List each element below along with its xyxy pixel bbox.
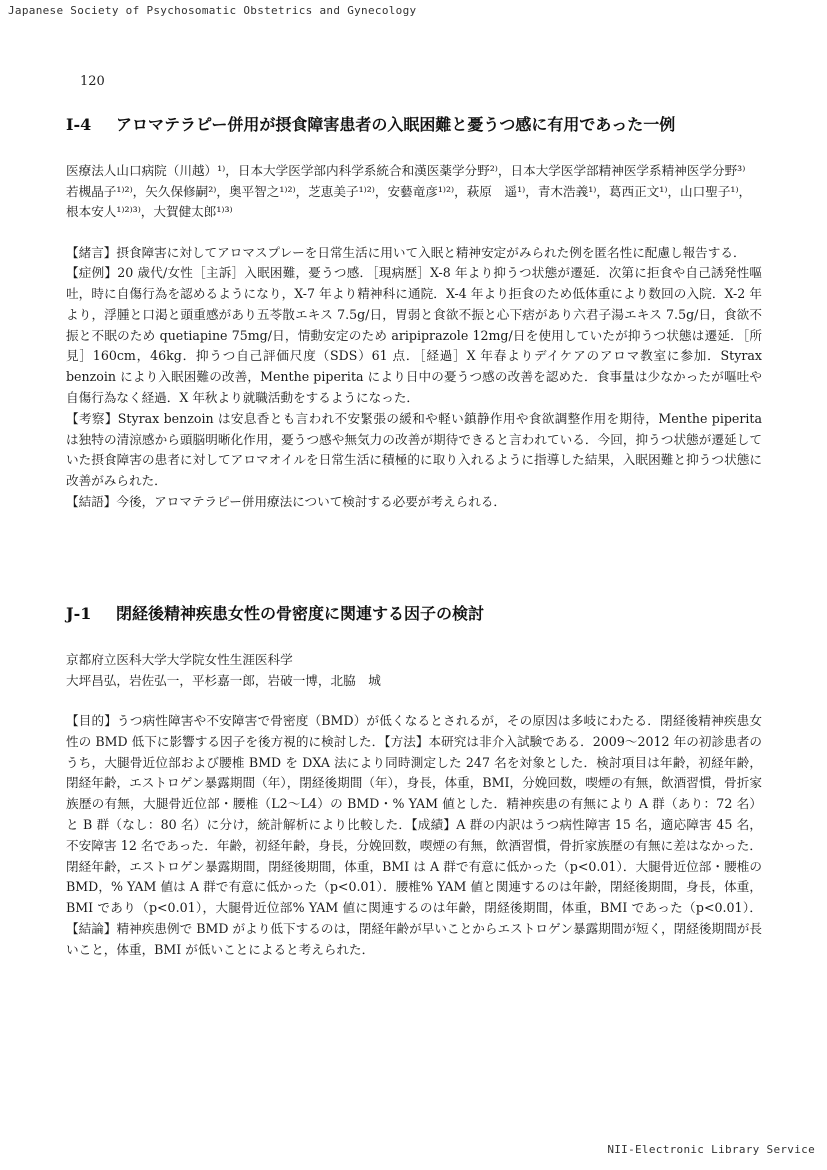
abstract-id: J-1 xyxy=(66,604,92,623)
section-case: 【症例】20 歳代/女性［主訴］入眠困難，憂うつ感．［現病歴］X-8 年より抑うつ状態が遷延．次第に拒食や自己誘発性嘔吐，時に自傷行為を認めるようになり，X-7 年より精神科に通院．X-4 年より拒食のため低体重により数回の入院．X-2 年より，浮腫と口渇と頭重感があり五苓散エキス 7.5g/日，胃弱と食欲不振と心下痞があり六君子湯エキス 7.5g/日，食欲不振と不眠のため quetiapine 75mg/日，情動安定のため aripiprazole 12mg/日を使用していたが抑うつ状態は遷延．［所見］160cm，46kg．抑うつ自己評価尺度（SDS）61 点．［経過］X 年春よりデイケアのアロマ教室に参加．Styrax benzoin により入眠困難の改善，Menthe piperita により日中の憂うつ感の改善を認めた．食事量は少なかったが嘔吐や自傷行為なく経過．X 年秋より就職活動をするようになった． xyxy=(66,265,762,406)
author-list: 若槻晶子¹⁾²⁾，矢久保修嗣²⁾，奥平智之¹⁾²⁾，芝恵美子¹⁾²⁾，安藝竜彦¹⁾²⁾，萩原 遥¹⁾，青木浩義¹⁾，葛西正文¹⁾，山口聖子¹⁾，根本安人¹⁾²⁾³⁾，大賀健太郎¹⁾³⁾ xyxy=(66,183,752,219)
library-service-footer: NII-Electronic Library Service xyxy=(607,1143,815,1156)
affiliation: 京都府立医科大学大学院女性生涯医科学 xyxy=(66,652,293,667)
section-introduction: 【緒言】摂食障害に対してアロマスプレーを日常生活に用いて入眠と精神安定がみられた例を匿名性に配慮し報告する． xyxy=(66,244,746,260)
abstract-title xyxy=(66,112,762,135)
author-list: 大坪昌弘，岩佐弘一，平杉嘉一郎，岩破一博，北脇 城 xyxy=(66,672,381,688)
journal-header: Japanese Society of Psychosomatic Obstetrics and Gynecology xyxy=(8,4,417,17)
abstract-body: 【目的】うつ病性障害や不安障害で骨密度（BMD）が低くなるとされるが，その原因は多岐にわたる．閉経後精神疾患女性の BMD 低下に影響する因子を後方視的に検討した．【方法】本研究は非介入試験である．2009〜2012 年の初診患者のうち，大腿骨近位部および腰椎 BMD を DXA 法により同時測定した 247 名を対象とした．検討項目は年齢，初経年齢，閉経年齢，エストロゲン暴露期間（年），閉経後期間（年），身長，体重，BMI，分娩回数，喫煙の有無，飲酒習慣，骨折家族歴の有無，大腿骨近位部・腰椎（L2〜L4）の BMD・% YAM 値とした．精神疾患の有無により A 群（あり：72 名）と B 群（なし：80 名）に分け，統計解析により比較した．【成績】A 群の内訳はうつ病性障害 15 名，適応障害 45 名，不安障害 12 名であった．年齢，初経年齢，身長，分娩回数，喫煙の有無，飲酒習慣，骨折家族歴の有無に差はなかった．閉経年齢，エストロゲン暴露期間，閉経後期間，体重，BMI は A 群で有意に低かった（p<0.01）．大腿骨近位部・腰椎の BMD，% YAM 値は A 群で有意に低かった（p<0.01）．腰椎% YAM 値と関連するのは年齢，閉経後期間，身長，体重，BMI であり（p<0.01），大腿骨近位部% YAM 値に関連するのは年齢，閉経後期間，体重，BMI であった（p<0.01）．【結論】精神疾患例で BMD がより低下するのは，閉経年齢が早いことからエストロゲン暴露期間が短く，閉経後期間が長いこと，体重，BMI が低いことによると考えられた． xyxy=(66,713,762,957)
abstract-title xyxy=(66,601,762,624)
page-number: 120 xyxy=(80,74,105,89)
abstract-i4 xyxy=(66,112,762,513)
section-discussion: 【考察】Styrax benzoin は安息香とも言われ不安緊張の緩和や軽い鎮静作用や食欲調整作用を期待，Menthe piperita は独特の清涼感から頭脳明晰化作用，憂うつ感や無気力の改善が期待できると言われている．今回，抑うつ状態が遷延していた摂食障害の患者に対してアロマオイルを日常生活に積極的に取り入れるように指導した結果，入眠困難と抑うつ状態に改善がみられた． xyxy=(66,410,762,489)
abstract-heading: 閉経後精神疾患女性の骨密度に関連する因子の検討 xyxy=(116,604,485,623)
abstract-j1 xyxy=(66,601,762,961)
abstract-heading: アロマテラピー併用が摂食障害患者の入眠困難と憂うつ感に有用であった一例 xyxy=(116,115,676,134)
affiliation: 医療法人山口病院（川越）¹⁾，日本大学医学部内科学系統合和漢医薬学分野²⁾，日本大学医学部精神医学系精神医学分野³⁾ xyxy=(66,163,746,178)
abstract-id: I-4 xyxy=(66,115,92,134)
section-conclusion: 【結語】今後，アロマテラピー併用療法について検討する必要が考えられる． xyxy=(66,494,507,510)
